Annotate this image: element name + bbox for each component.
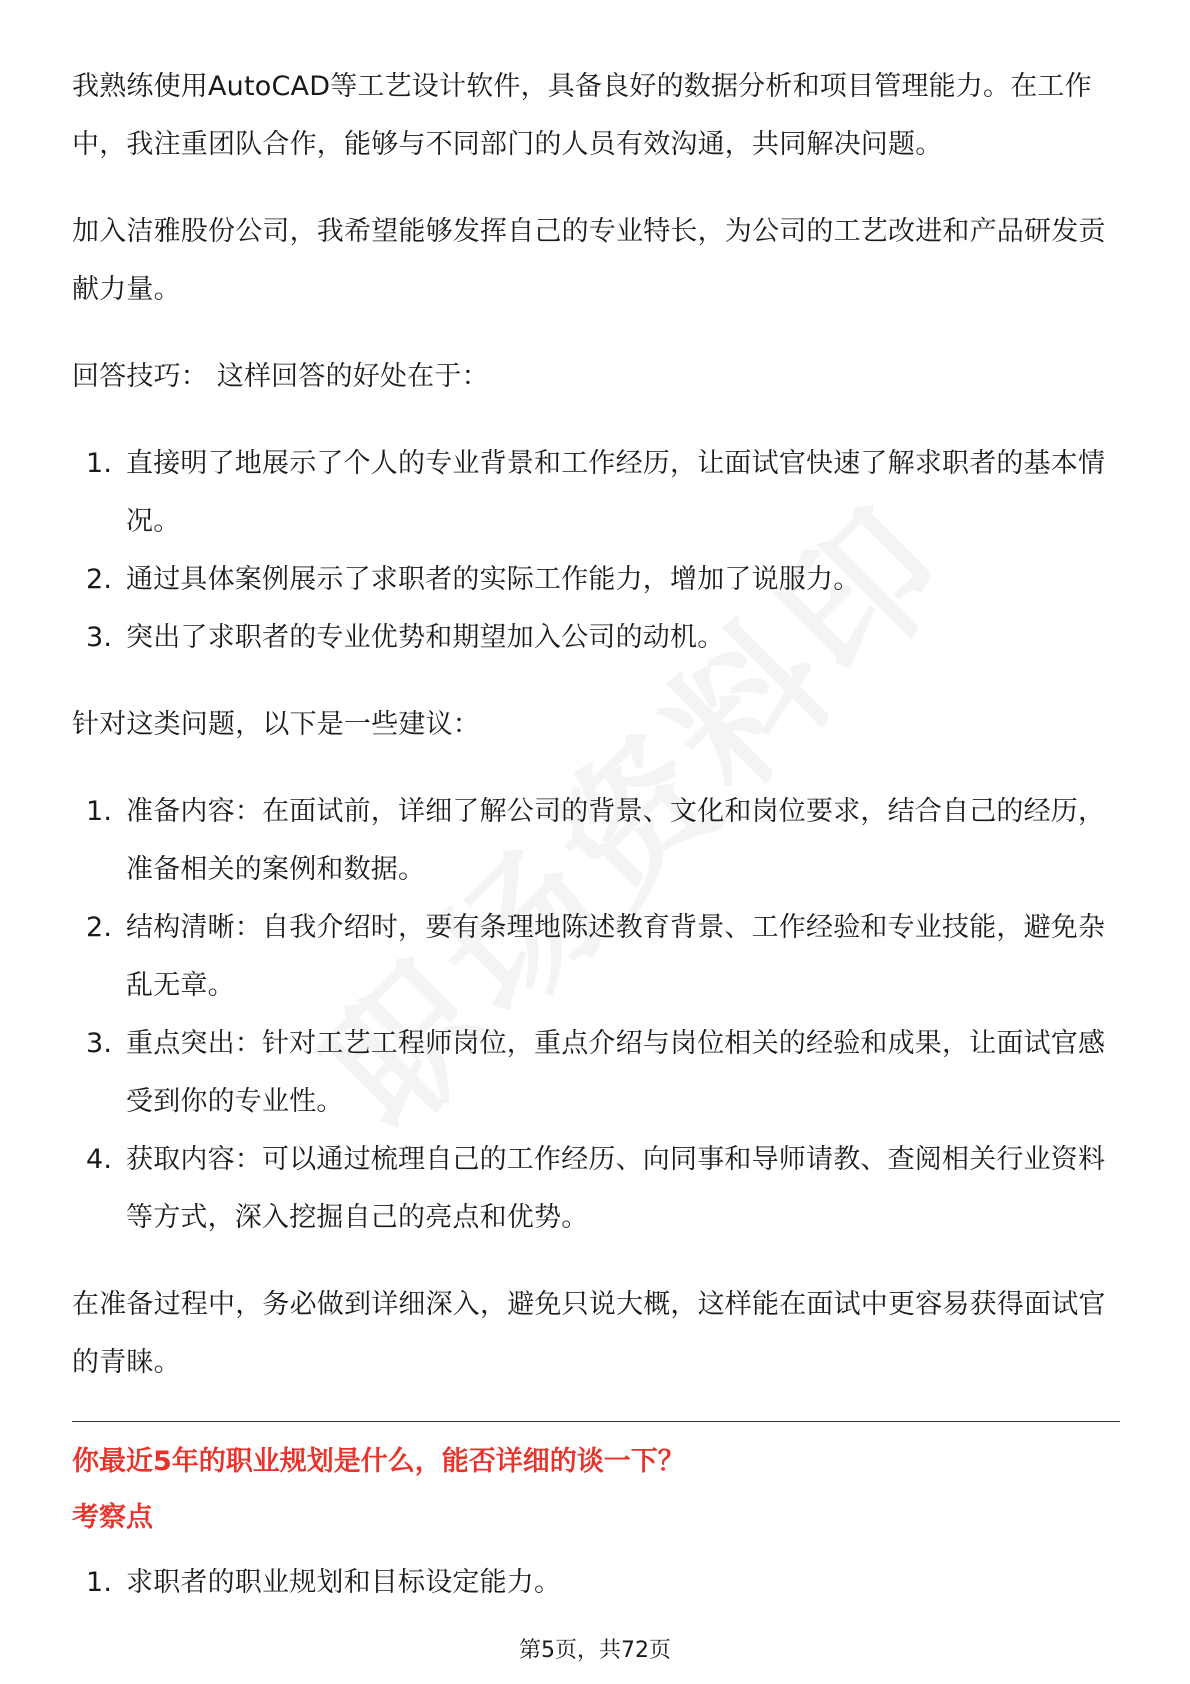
list-text: 通过具体案例展示了求职者的实际工作能力，增加了说服力。 <box>126 564 861 595</box>
list-text: 获取内容：可以通过梳理自己的工作经历、向同事和导师请教、查阅相关行业资料等方式，深入挖掘自己的亮点和优势。 <box>126 1144 1106 1233</box>
list-text: 准备内容：在面试前，详细了解公司的背景、文化和岗位要求，结合自己的经历，准备相关的案例和数据。 <box>126 796 1106 885</box>
list-item <box>72 435 1120 551</box>
list-number: 2. <box>86 912 113 943</box>
list-text: 结构清晰：自我介绍时，要有条理地陈述教育背景、工作经验和专业技能，避免杂乱无章。 <box>126 912 1106 1001</box>
list-text: 求职者的职业规划和目标设定能力。 <box>126 1567 562 1598</box>
list-number: 4. <box>86 1144 113 1175</box>
focus-list <box>72 1554 1120 1612</box>
advice-intro: 针对这类问题，以下是一些建议： <box>72 709 480 740</box>
focus-heading: 考察点 <box>72 1502 153 1533</box>
list-item <box>72 783 1120 899</box>
section-divider <box>72 1421 1120 1422</box>
list-text: 突出了求职者的专业优势和期望加入公司的动机。 <box>126 622 725 653</box>
advice-list <box>72 783 1120 1247</box>
list-item <box>72 1131 1120 1247</box>
list-item <box>72 1015 1120 1131</box>
list-text: 直接明了地展示了个人的专业背景和工作经历，让面试官快速了解求职者的基本情况。 <box>126 448 1106 537</box>
page-footer: 第5页，共72页 <box>519 1638 671 1663</box>
closing-paragraph: 在准备过程中，务必做到详细深入，避免只说大概，这样能在面试中更容易获得面试官的青睐。 <box>72 1289 1106 1378</box>
list-number: 3. <box>86 1028 113 1059</box>
question-heading: 你最近5年的职业规划是什么，能否详细的谈一下？ <box>72 1446 685 1477</box>
paragraph-motivation: 加入洁雅股份公司，我希望能够发挥自己的专业特长，为公司的工艺改进和产品研发贡献力量。 <box>72 216 1106 305</box>
list-item <box>72 609 1120 667</box>
document-body <box>72 58 1120 1641</box>
list-number: 1. <box>86 1567 113 1598</box>
list-number: 1. <box>86 796 113 827</box>
paragraph-skills: 我熟练使用AutoCAD等工艺设计软件，具备良好的数据分析和项目管理能力。在工作中，我注重团队合作，能够与不同部门的人员有效沟通，共同解决问题。 <box>72 71 1092 160</box>
list-number: 1. <box>86 448 113 479</box>
list-item <box>72 551 1120 609</box>
benefits-list <box>72 435 1120 667</box>
answer-tips-heading: 回答技巧： 这样回答的好处在于： <box>72 361 489 392</box>
list-number: 2. <box>86 564 113 595</box>
list-text: 重点突出：针对工艺工程师岗位，重点介绍与岗位相关的经验和成果，让面试官感受到你的专业性。 <box>126 1028 1106 1117</box>
list-item <box>72 899 1120 1015</box>
list-item <box>72 1554 1120 1612</box>
list-number: 3. <box>86 622 113 653</box>
